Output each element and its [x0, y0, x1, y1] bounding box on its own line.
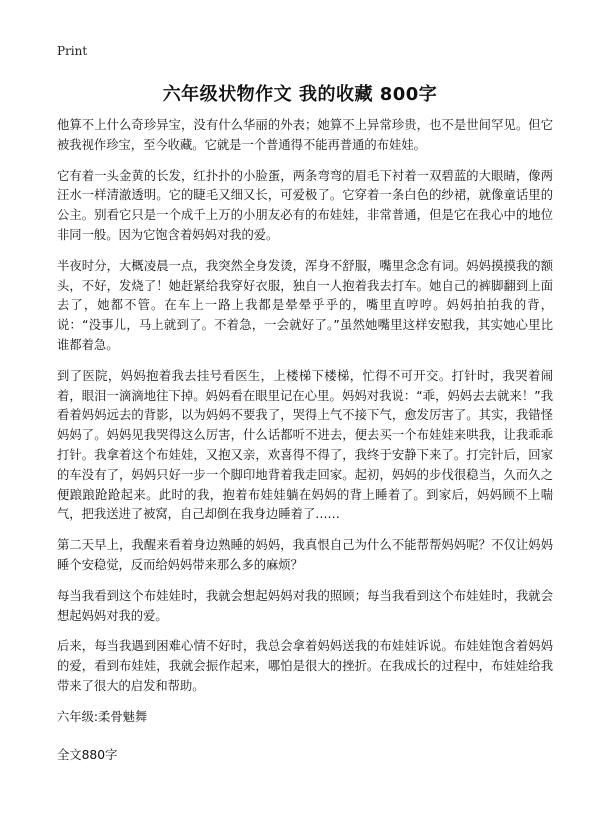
author-line: 六年级:柔骨魅舞: [57, 709, 148, 724]
article-paragraph: 第二天早上，我醒来看着身边熟睡的妈妈，我真恨自己为什么不能帮帮妈妈呢？不仅让妈妈睡个安稳觉，反而给妈妈带来那么多的麻烦？: [57, 538, 553, 572]
article-paragraph: 后来，每当我遇到困难心情不好时，我总会拿着妈妈送我的布娃娃诉说。布娃娃饱含着妈妈的爱，看到布娃娃，我就会振作起来，哪怕是很大的挫折。在我成长的过程中，布娃娃给我带来了很大的启发和帮助。: [57, 639, 553, 693]
page-title: 六年级状物作文 我的收藏 800字: [162, 84, 438, 105]
article-paragraph: 它有着一头金黄的长发，红扑扑的小脸蛋，两条弯弯的眉毛下衬着一双碧蓝的大眼睛，像两汪水一样清澈透明。它的睫毛又细又长，可爱极了。它穿着一条白色的纱裙，就像童话里的公主。别看它只是一个成千上万的小朋友必有的布娃娃，非常普通，但是它在我心中的地位非同一般。因为它饱含着妈妈对我的爱。: [57, 168, 553, 242]
article-paragraph: 他算不上什么奇珍异宝，没有什么华丽的外表；她算不上异常珍贵，也不是世间罕见。但它被我视作珍宝，至今收藏。它就是一个普通得不能再普通的布娃娃。: [57, 118, 553, 152]
article-paragraph: 每当我看到这个布娃娃时，我就会想起妈妈对我的照顾；每当我看到这个布娃娃时，我就会想起妈妈对我的爱。: [57, 588, 553, 623]
word-count: 全文880字: [57, 747, 118, 762]
print-link[interactable]: Print: [57, 44, 88, 58]
article-body: [57, 116, 553, 783]
article-paragraph: 半夜时分，大概凌晨一点，我突然全身发烫，浑身不舒服，嘴里念念有词。妈妈摸摸我的额头，不好，发烧了！她赶紧给我穿好衣服，独自一人抱着我去打车。她自己的裤脚翻到上面去了，她都不管。在车上一路上我都是晕晕乎乎的，嘴里直哼哼。妈妈拍拍我的背，说：“没事儿，马上就到了。不着急，一会就好了。”虽然她嘴里这样安慰我，其实她心里比谁都着急。: [57, 258, 553, 352]
article-paragraph: 到了医院，妈妈抱着我去挂号看医生，上楼梯下楼梯，忙得不可开交。打针时，我哭着闹着，眼泪一滴滴地往下掉。妈妈看在眼里记在心里。妈妈对我说：“乖，妈妈去去就来！”我看着妈妈远去的背影，以为妈妈不要我了，哭得上气不接下气，愈发厉害了。其实，我错怪妈妈了。妈妈见我哭得这么厉害，什么话都听不进去，便去买一个布娃娃来哄我，让我乖乖打针。我拿着这个布娃娃，又抱又亲，欢喜得不得了，我终于安静下来了。打完针后，回家的车没有了，妈妈只好一步一个脚印地背着我走回家。起初，妈妈的步伐很稳当，久而久之便踉踉跄跄起来。此时的我，抱着布娃娃躺在妈妈的背上睡着了。到家后，妈妈顾不上喘气，把我送进了被窝，自己却倒在我身边睡着了……: [57, 368, 553, 522]
